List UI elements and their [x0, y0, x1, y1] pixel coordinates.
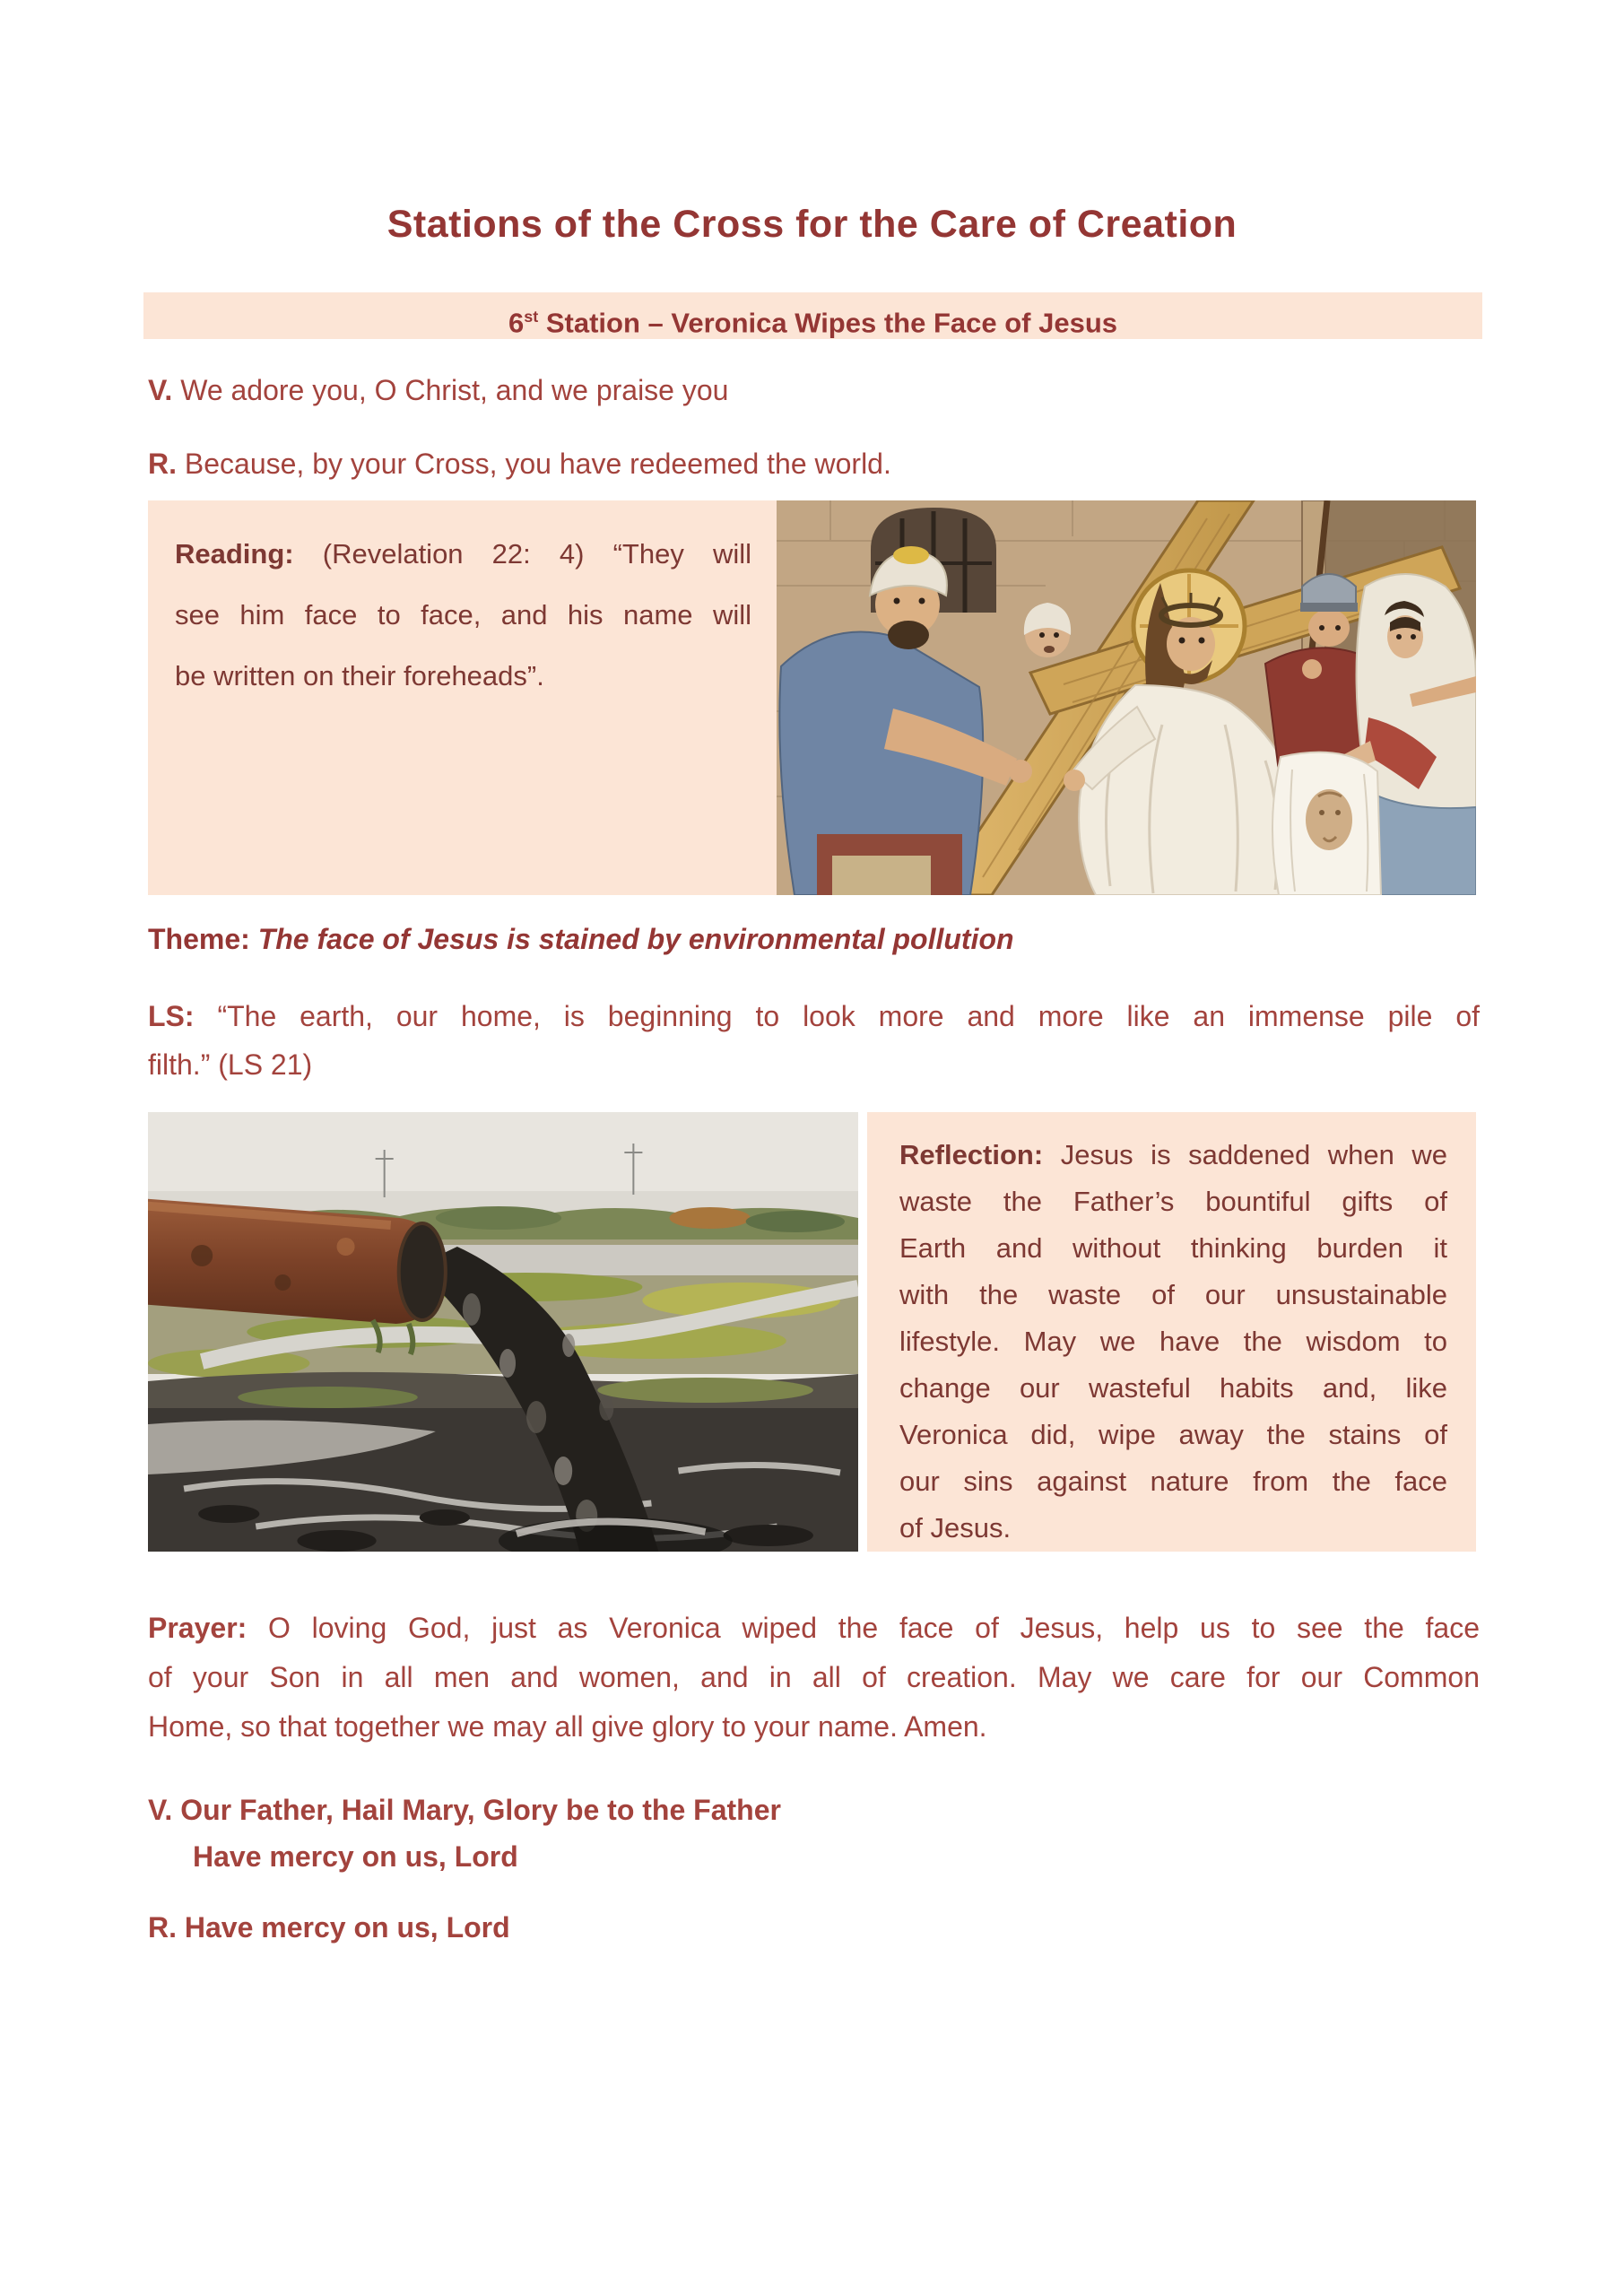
ls-line: LS: “The earth, our home, is beginning to look more and more like an immense pile of [148, 1000, 1481, 1032]
theme-text: The face of Jesus is stained by environmental pollution [257, 923, 1014, 955]
page-title: Stations of the Cross for the Care of Creation [386, 203, 1238, 246]
ls-line: filth.” (LS 21) [148, 1048, 313, 1081]
response-line [148, 445, 1480, 483]
reflection-line: lifestyle. May we have the wisdom to [899, 1326, 1447, 1357]
reflection-line: Reflection: Jesus is saddened when we [899, 1139, 1447, 1170]
reflection-line: change our wasteful habits and, like [899, 1372, 1447, 1404]
reflection-box [867, 1112, 1476, 1552]
reflection-line: Veronica did, wipe away the stains of [899, 1419, 1447, 1450]
laudato-si-quote [148, 992, 1480, 1089]
reflection-line: Earth and without thinking burden it [899, 1232, 1447, 1264]
closing-versicle-line1: V. Our Father, Hail Mary, Glory be to the Father [148, 1794, 781, 1826]
theme-label: Theme: [148, 923, 250, 955]
reflection-line: of Jesus. [899, 1512, 1012, 1544]
versicle-text: We adore you, O Christ, and we praise you [180, 374, 729, 406]
reading-line: see him face to face, and his name will [175, 599, 751, 631]
reading-line: be written on their foreheads”. [175, 660, 544, 691]
reflection-line: waste the Father’s bountiful gifts of [899, 1186, 1447, 1217]
reflection-label: Reflection: [899, 1139, 1044, 1170]
background-figure [1024, 603, 1071, 657]
response-text: Because, by your Cross, you have redeemed the world. [184, 448, 891, 480]
closing-versicle-line2: Have mercy on us, Lord [193, 1840, 518, 1873]
station-banner-text: Station – Veronica Wipes the Face of Jesus [538, 307, 1117, 339]
response-label: R. [148, 448, 177, 480]
reflection-section [148, 1112, 1476, 1552]
versicle-label: V. [148, 374, 173, 406]
prayer-paragraph [148, 1604, 1480, 1752]
theme-line [148, 923, 1480, 956]
station-artwork-image [777, 500, 1476, 895]
reading-label: Reading: [175, 538, 294, 570]
veil-with-holy-face [1272, 752, 1381, 895]
prayer-label: Prayer: [148, 1612, 248, 1644]
versicle-line [148, 371, 1480, 409]
prayer-line: Prayer: O loving God, just as Veronica wiped the face of Jesus, help us to see the face [148, 1612, 1481, 1644]
reading-section [148, 500, 1476, 895]
station-number: 6 [508, 307, 525, 339]
closing-response: R. Have mercy on us, Lord [148, 1911, 510, 1944]
closing-versicle [148, 1787, 1480, 1880]
station-ordinal: st [524, 308, 539, 326]
pollution-photo [148, 1112, 858, 1552]
prayer-line: Home, so that together we may all give glory to your name. Amen. [148, 1710, 987, 1743]
reading-box [148, 500, 777, 895]
station-banner [143, 292, 1482, 339]
reading-line: Reading: (Revelation 22: 4) “They will [175, 538, 751, 570]
reflection-line: with the waste of our unsustainable [899, 1279, 1447, 1310]
prayer-line: of your Son in all men and women, and in all of creation. May we care for our Common [148, 1661, 1480, 1693]
ls-label: LS: [148, 1000, 195, 1032]
reflection-line: our sins against nature from the face [899, 1465, 1447, 1497]
